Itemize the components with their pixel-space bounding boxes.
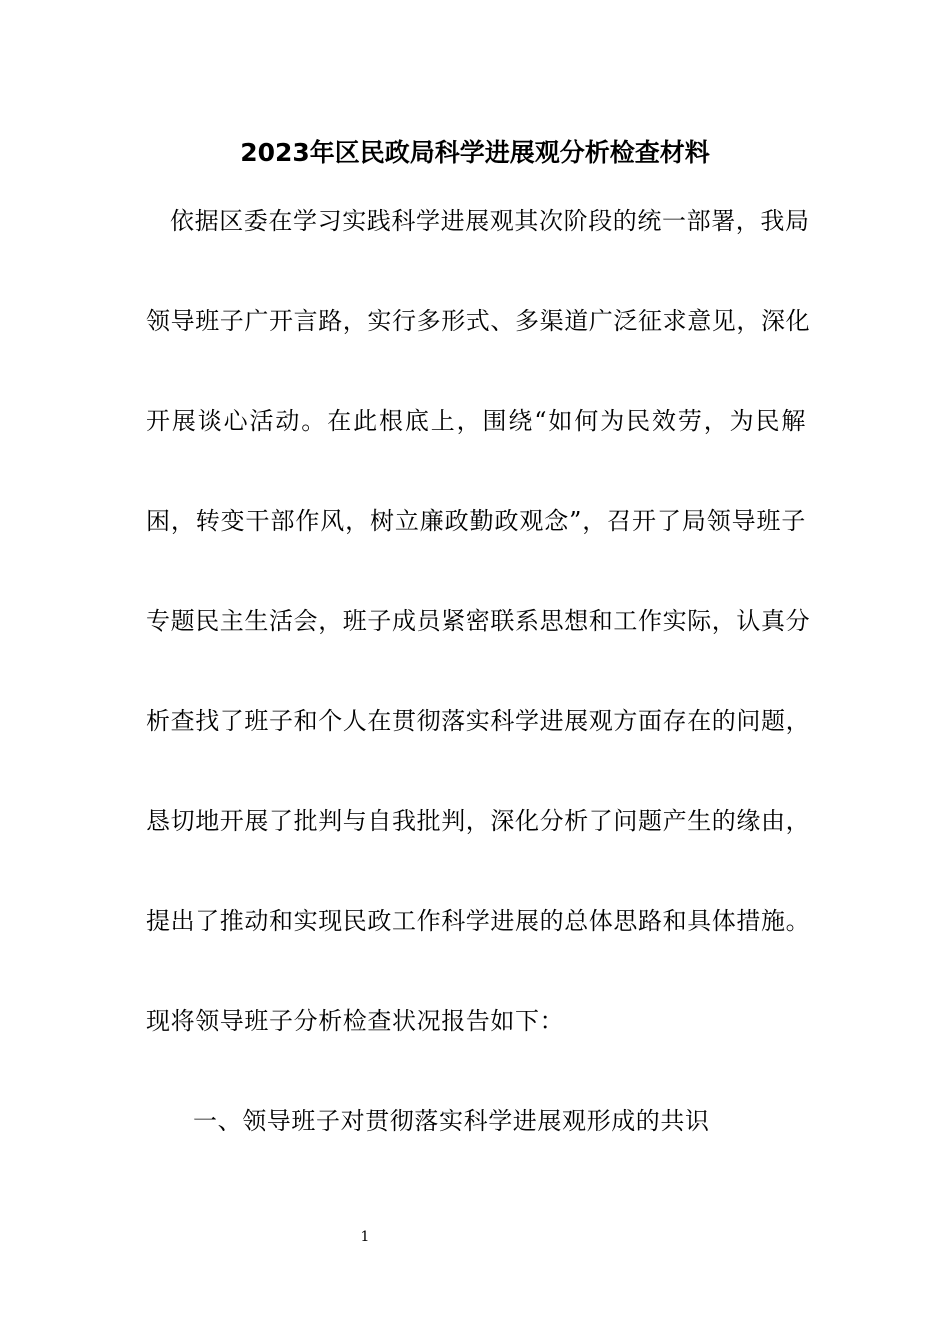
paragraph-line-6: 析查找了班子和个人在贯彻落实科学进展观方面存在的问题， bbox=[146, 707, 811, 735]
paragraph-line-2: 领导班子广开言路，实行多形式、多渠道广泛征求意见，深化 bbox=[146, 307, 811, 335]
paragraph-line-4: 困，转变干部作风，树立廉政勤政观念”，召开了局领导班子 bbox=[146, 507, 806, 535]
paragraph-line-8: 提出了推动和实现民政工作科学进展的总体思路和具体措施。 bbox=[146, 907, 811, 935]
paragraph-line-1: 依据区委在学习实践科学进展观其次阶段的统一部署，我局 bbox=[170, 207, 810, 235]
document-title: 2023年区民政局科学进展观分析检查材料 bbox=[240, 138, 710, 167]
paragraph-line-9: 现将领导班子分析检查状况报告如下： bbox=[146, 1007, 565, 1035]
page-number: 1 bbox=[360, 1229, 370, 1245]
paragraph-line-7: 恳切地开展了批判与自我批判，深化分析了问题产生的缘由， bbox=[146, 807, 811, 835]
section-heading: 一、领导班子对贯彻落实科学进展观形成的共识 bbox=[193, 1107, 710, 1135]
paragraph-line-3: 开展谈心活动。在此根底上，围绕“如何为民效劳，为民解 bbox=[146, 407, 806, 435]
paragraph-line-5: 专题民主生活会，班子成员紧密联系思想和工作实际，认真分 bbox=[146, 607, 811, 635]
